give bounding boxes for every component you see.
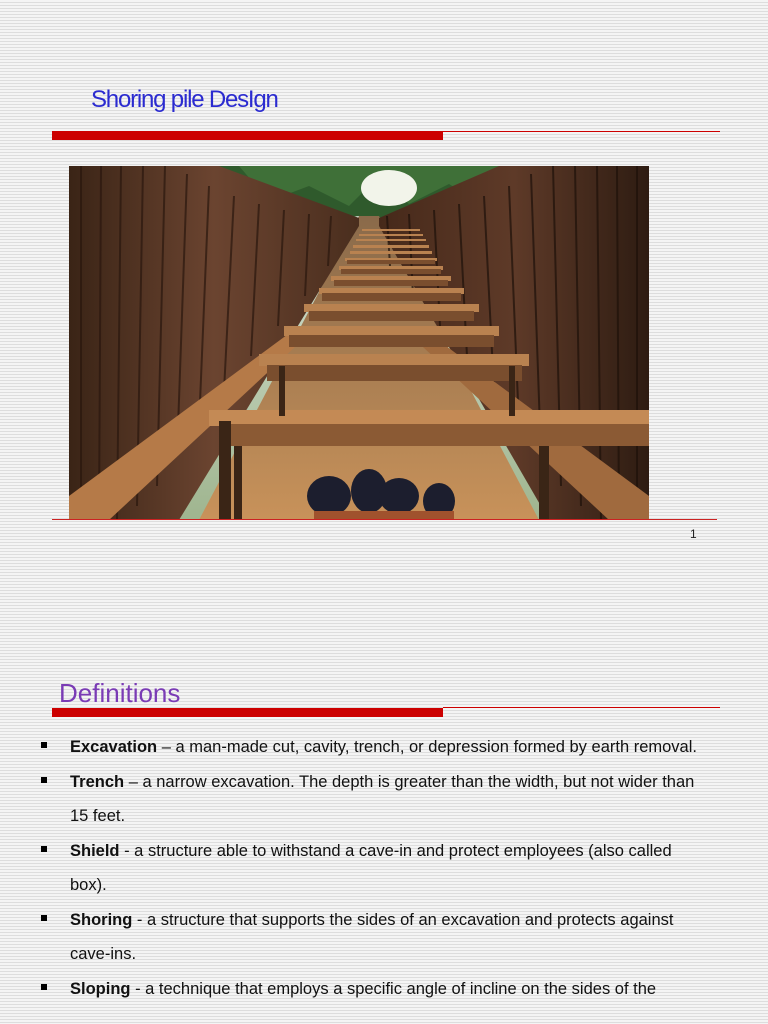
slide-title: Shoring pile DesIgn: [91, 86, 278, 113]
definition-term: Sloping: [70, 979, 131, 998]
definition-item: [0, 765, 768, 834]
page-number: 1: [690, 527, 697, 541]
definitions-list: [0, 730, 768, 1006]
title-rule-thin: [443, 707, 720, 708]
definition-text: - a structure able to withstand a cave-in and protect employees (also called box).: [70, 841, 672, 894]
definition-term: Shoring: [70, 910, 133, 929]
definition-item: [0, 903, 768, 972]
definition-item: [0, 730, 768, 765]
definition-term: Trench: [70, 772, 125, 791]
title-rule-thick: [52, 708, 443, 717]
square-bullet-icon: [41, 984, 47, 990]
definition-text: - a structure that supports the sides of an excavation and protects against cave-ins.: [70, 910, 674, 963]
definition-item: [0, 834, 768, 903]
slide-title: Definitions: [59, 678, 181, 708]
definition-item: [0, 972, 768, 1007]
definition-text: – a narrow excavation. The depth is greater than the width, but not wider than 15 feet.: [70, 772, 695, 825]
square-bullet-icon: [41, 846, 47, 852]
title-rule-thick: [52, 131, 443, 140]
definition-term: Excavation: [70, 738, 158, 756]
definition-text: - a technique that employs a specific angle of incline on the sides of the: [130, 979, 657, 998]
square-bullet-icon: [41, 915, 47, 921]
square-bullet-icon: [41, 742, 47, 748]
definition-text: – a man-made cut, cavity, trench, or depression formed by earth removal.: [157, 738, 697, 756]
trench-shoring-photo: [69, 166, 649, 520]
definition-term: Shield: [70, 841, 120, 860]
square-bullet-icon: [41, 777, 47, 783]
slide-bottom-rule: [52, 519, 717, 520]
title-rule-thin: [443, 131, 720, 132]
slide-2: [0, 620, 768, 1024]
